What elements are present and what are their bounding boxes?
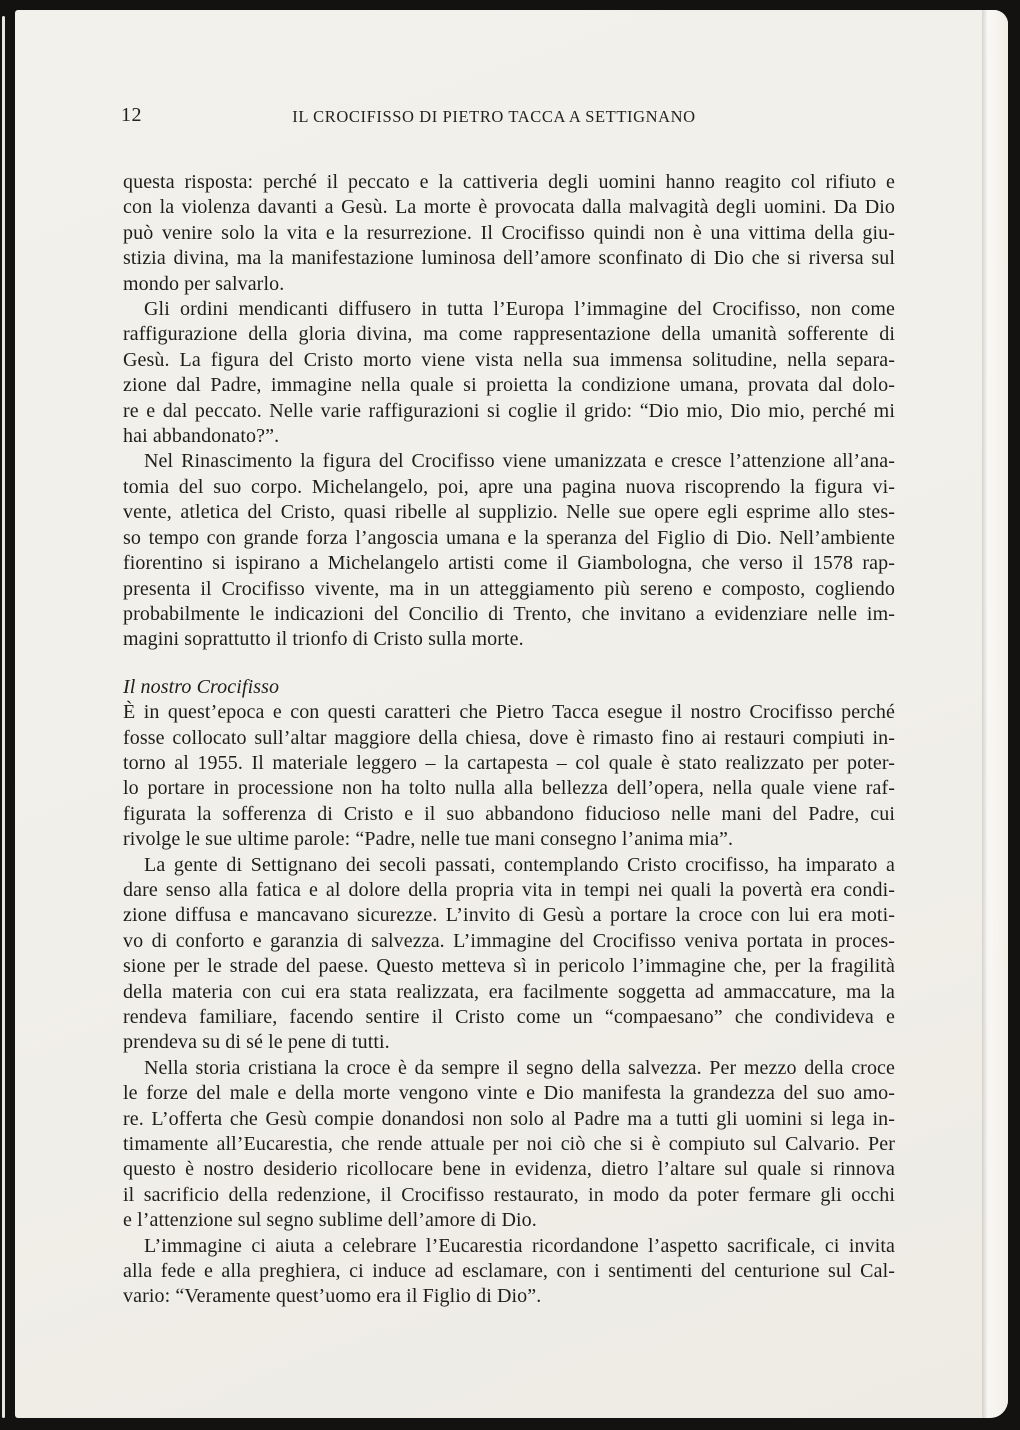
text-line: le forze del male e della morte vengono vinte e Dio manifesta la grandezza del suo amo- — [123, 1082, 895, 1105]
page-fore-edge — [982, 10, 1008, 1418]
paragraph — [123, 449, 895, 652]
paragraph — [123, 297, 895, 449]
text-line: zione dal Padre, immagine nella quale si proietta la condizione umana, provata dal dolo- — [123, 374, 895, 397]
text-line: fiorentino si ispirano a Michelangelo artisti come il Giambologna, che verso il 1578 rap- — [123, 552, 895, 575]
under-page-edge — [2, 16, 5, 1418]
paragraph — [123, 700, 895, 852]
text-line: rivolge le sue ultime parole: “Padre, nelle tue mani consegno l’anima mia”. — [123, 828, 734, 851]
text-line: magini soprattutto il trionfo di Cristo sulla morte. — [123, 628, 524, 651]
text-line: con la violenza davanti a Gesù. La morte è provocata dalla malvagità degli uomini. Da Dio — [123, 196, 895, 219]
text-line: sione per le strade del paese. Questo metteva sì in pericolo l’immagine che, per la fragilità — [123, 955, 895, 978]
page-number: 12 — [121, 104, 142, 126]
text-line: vo di conforto e garanzia di salvezza. L’immagine del Crocifisso veniva portata in proces- — [123, 929, 895, 952]
text-line: L’immagine ci aiuta a celebrare l’Eucarestia ricordandone l’aspetto sacrificale, ci invita — [144, 1234, 895, 1257]
text-line: hai abbandonato?”. — [123, 425, 280, 448]
body-text — [123, 170, 895, 1310]
text-line: figurata la sofferenza di Cristo e il suo abbandono fiducioso nelle mani del Padre, cui — [123, 802, 895, 825]
text-line: probabilmente le indicazioni del Concilio di Trento, che invitano a evidenziare nelle im- — [123, 602, 895, 625]
text-line: vente, atletica del Cristo, quasi ribelle al supplizio. Nelle sue opere egli esprime allo stes- — [123, 501, 895, 524]
text-line: La gente di Settignano dei secoli passati, contemplando Cristo crocifisso, ha imparato a — [144, 853, 895, 876]
text-line: questa risposta: perché il peccato e la cattiveria degli uomini hanno reagito col rifiuto e — [123, 171, 895, 193]
text-line: mondo per salvarlo. — [123, 272, 285, 295]
text-line: timamente all’Eucarestia, che rende attuale per noi ciò che si è compiuto sul Calvario. Per — [123, 1133, 895, 1156]
running-header: IL CROCIFISSO DI PIETRO TACCA A SETTIGNANO — [292, 107, 696, 126]
paragraph — [123, 853, 895, 1056]
book-page — [15, 10, 1008, 1418]
text-line: prendeva su di sé le pene di tutti. — [123, 1031, 390, 1054]
text-line: torno al 1955. Il materiale leggero – la cartapesta – col quale è stato realizzato per poter- — [123, 751, 895, 774]
text-line: questo è nostro desiderio ricollocare bene in evidenza, dietro l’altare sul quale si rinnova — [123, 1158, 895, 1181]
section-heading — [123, 675, 895, 700]
paragraph — [123, 170, 895, 297]
paragraph — [123, 1056, 895, 1234]
text-line: rendeva familiare, facendo sentire il Cristo come un “compaesano” che condivideva e — [123, 1006, 895, 1028]
paragraph — [123, 1234, 895, 1310]
text-line: Il nostro Crocifisso — [123, 675, 280, 698]
text-line: della materia con cui era stata realizzata, era facilmente soggetta ad ammaccature, ma la — [123, 980, 895, 1003]
text-line: Nella storia cristiana la croce è da sempre il segno della salvezza. Per mezzo della croce — [144, 1056, 895, 1079]
text-line: tomia del suo corpo. Michelangelo, poi, apre una pagina nuova riscoprendo la figura vi- — [123, 475, 895, 498]
text-line: È in quest’epoca e con questi caratteri che Pietro Tacca esegue il nostro Crocifisso perché — [123, 701, 895, 724]
text-line: stizia divina, ma la manifestazione luminosa dell’amore sconfinato di Dio che si riversa sul — [123, 247, 895, 270]
text-line: zione diffusa e mancavano sicurezze. L’invito di Gesù a portare la croce con lui era moti- — [123, 904, 895, 927]
text-line: vario: “Veramente quest’uomo era il Figlio di Dio”. — [123, 1285, 542, 1308]
text-line: dare senso alla fatica e al dolore della propria vita in tempi nei quali la povertà era condi- — [123, 878, 895, 901]
running-head-row — [123, 104, 895, 130]
text-line: il sacrificio della redenzione, il Crocifisso restaurato, in modo da poter fermare gli occhi — [123, 1183, 895, 1206]
text-line: presenta il Crocifisso vivente, ma in un atteggiamento più sereno e composto, cogliendo — [123, 577, 895, 600]
text-line: Nel Rinascimento la figura del Crocifisso viene umanizzata e cresce l’attenzione all’ana- — [144, 450, 895, 473]
page-content — [123, 104, 895, 1310]
text-line: lo portare in processione non ha tolto nulla alla bellezza dell’opera, nella quale viene raf- — [123, 777, 895, 800]
text-line: alla fede e alla preghiera, ci induce ad esclamare, con i sentimenti del centurione sul Cal- — [123, 1260, 895, 1283]
text-line: può venire solo la vita e la resurrezione. Il Crocifisso quindi non è una vittima della giu- — [123, 221, 895, 244]
text-line: Gli ordini mendicanti diffusero in tutta l’Europa l’immagine del Crocifisso, non come — [144, 298, 895, 321]
text-line: fosse collocato sull’altar maggiore della chiesa, dove è rimasto fino ai restauri compiuti in- — [123, 726, 895, 749]
text-line: re e dal peccato. Nelle varie raffigurazioni si coglie il grido: “Dio mio, Dio mio, perché mi — [123, 399, 895, 422]
text-line: re. L’offerta che Gesù compie donandosi non solo al Padre ma a tutti gli uomini si lega in- — [123, 1107, 895, 1130]
text-line: raffigurazione della gloria divina, ma come rappresentazione della umanità sofferente di — [123, 323, 895, 346]
text-line: Gesù. La figura del Cristo morto viene vista nella sua immensa solitudine, nella separa- — [123, 348, 895, 371]
text-line: so tempo con grande forza l’angoscia umana e la speranza del Figlio di Dio. Nell’ambiente — [123, 526, 895, 549]
text-line: e l’attenzione sul segno sublime dell’amore di Dio. — [123, 1209, 537, 1232]
